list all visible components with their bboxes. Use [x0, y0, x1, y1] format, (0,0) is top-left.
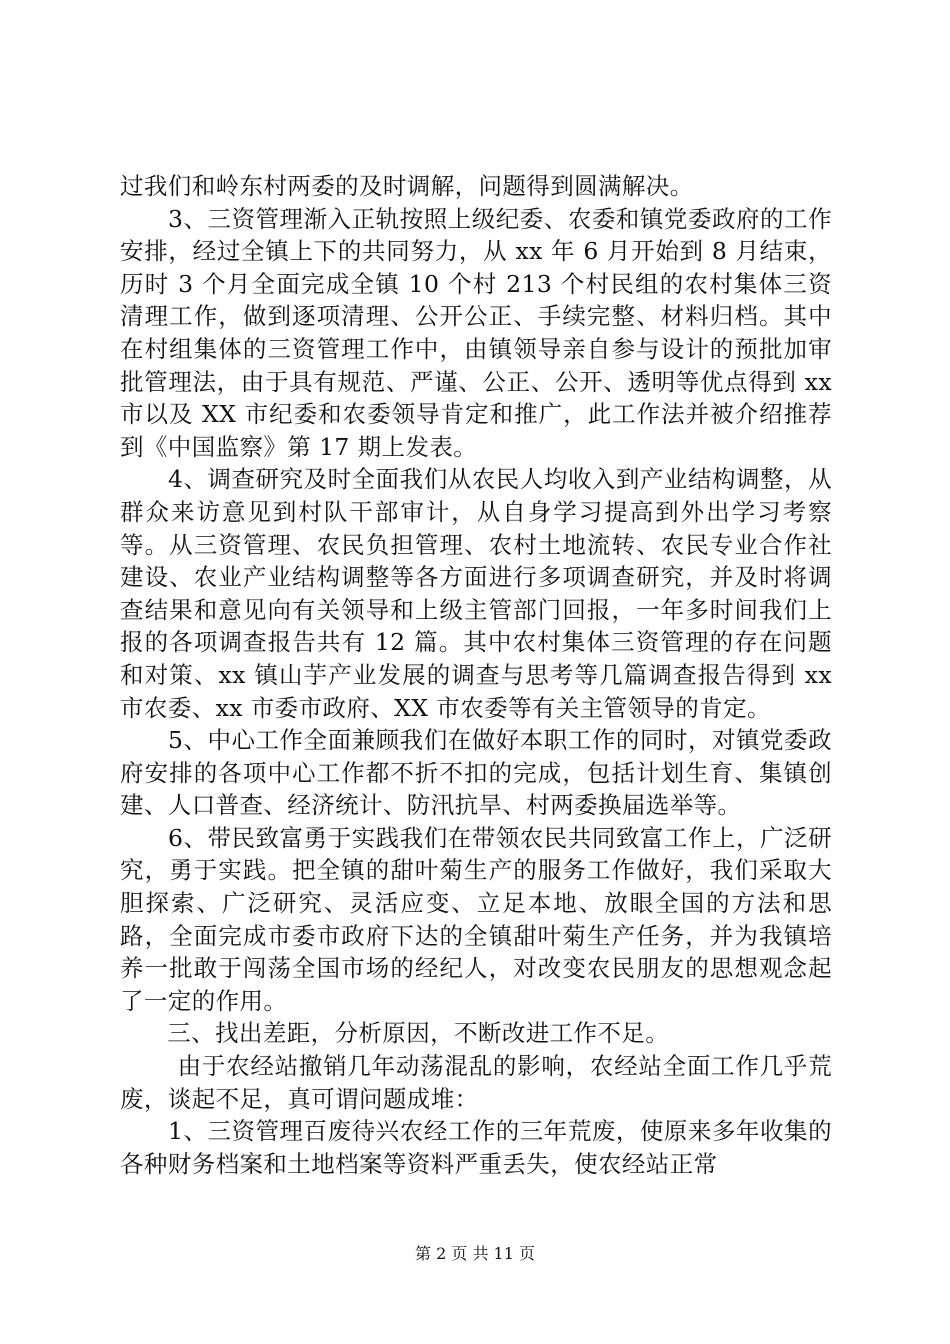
paragraph-item-6: 6、带民致富勇于实践我们在带领农民共同致富工作上，广泛研究，勇于实践。把全镇的甜叶菊生产的服务工作做好，我们采取大胆探索、广泛研究、灵活应变、立足本地、放眼全国的方法和思路，全面完成市委市政府下达的全镇甜叶菊生产任务，并为我镇培养一批敢于闯荡全国市场的经纪人，对改变农民朋友的思想观念起了一定的作用。 — [120, 823, 832, 1015]
page-number-footer: 第 2 页 共 11 页 — [415, 1244, 535, 1263]
document-body — [120, 170, 840, 1180]
paragraph-item-3: 3、三资管理渐入正轨按照上级纪委、农委和镇党委政府的工作安排，经过全镇上下的共同努力，从 xx 年 6 月开始到 8 月结束，历时 3 个月全面完成全镇 10 个村 213 个村民组的农村集体三资清理工作，做到逐项清理、公开公正、手续完整、材料归档。其中在村组集体的三资管理工作中，由镇领导亲自参与设计的预批加审批管理法，由于具有规范、严谨、公正、公开、透明等优点得到 xx 市以及 XX 市纪委和农委领导肯定和推广，此工作法并被介绍推荐到《中国监察》第 17 期上发表。 — [120, 204, 840, 461]
paragraph-intro: 由于农经站撤销几年动荡混乱的影响，农经站全面工作几乎荒废，谈起不足，真可谓问题成堆： — [120, 1052, 832, 1113]
paragraph-item-4: 4、调查研究及时全面我们从农民人均收入到产业结构调整，从群众来访意见到村队干部审计，从自身学习提高到外出学习考察等。从三资管理、农民负担管理、农村土地流转、农民专业合作社建设、农业产业结构调整等各方面进行多项调查研究，并及时将调查结果和意见向有关领导和上级主管部门回报，一年多时间我们上报的各项调查报告共有 12 篇。其中农村集体三资管理的存在问题和对策、xx 镇山芋产业发展的调查与思考等几篇调查报告得到 xx 市农委、xx 市委市政府、XX 市农委等有关主管领导的肯定。 — [120, 465, 840, 722]
paragraph-item-5: 5、中心工作全面兼顾我们在做好本职工作的同时，对镇党委政府安排的各项中心工作都不折不扣的完成，包括计划生育、集镇创建、人口普查、经济统计、防汛抗旱、村两委换届选举等。 — [120, 726, 832, 820]
paragraph-item-1: 1、三资管理百废待兴农经工作的三年荒废，使原来多年收集的各种财务档案和土地档案等资料严重丢失，使农经站正常 — [120, 1117, 832, 1178]
section-heading-3: 三、找出差距，分析原因，不断改进工作不足。 — [120, 1019, 670, 1048]
paragraph-continuation: 过我们和岭东村两委的及时调解，问题得到圆满解决。 — [120, 172, 694, 200]
